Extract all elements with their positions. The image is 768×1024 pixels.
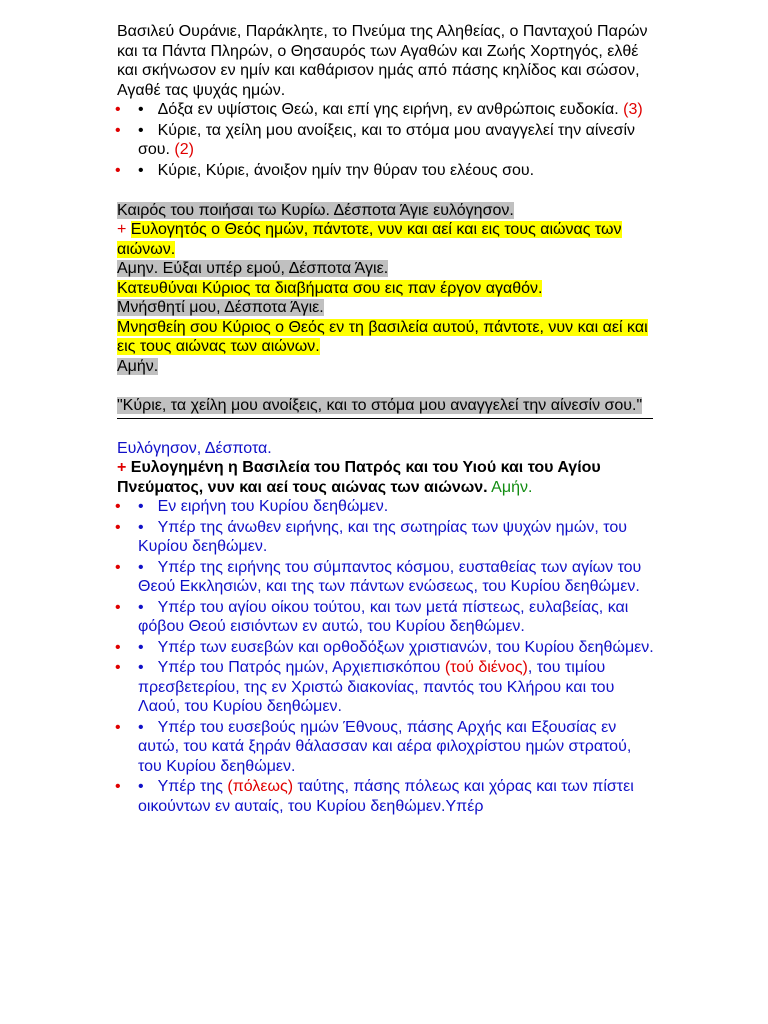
list-item-text: Δόξα εν υψίστοις Θεώ, και επί γης ειρήνη, εν ανθρώποις ευδοκία. — [157, 101, 619, 118]
bullet-icon: • — [115, 101, 121, 118]
repeat-count: (3) — [623, 101, 643, 118]
bullet-icon: • — [115, 161, 121, 179]
list-item-text: Κύριε, τα χείλη μου ανοίξεις, και το στόμα μου αναγγελεί την αίνεσίν σου. — [138, 121, 636, 158]
litany-list — [117, 497, 657, 816]
bullet-icon: • — [138, 121, 144, 139]
bullet-icon: • — [115, 598, 121, 616]
kingdom-line: + Ευλογημένη η Βασιλεία του Πατρός και του Υιού και του Αγίου Πνεύματος, νυν και αεί τους αιώνας των αιώνων. Αμήν. — [117, 459, 601, 496]
litany-item: • • Υπέρ της (πόλεως) ταύτης, πάσης πόλεως και χόρας και των πίστει οικούντων εν αυταίς, του Κυρίου δεηθώμεν.Υπέρ — [115, 778, 634, 815]
dialogue-line: Αμην. Εύξαι υπέρ εμού, Δέσποτα Άγιε. — [117, 260, 389, 277]
litany-item: • • Εν ειρήνη του Κυρίου δεηθώμεν. — [115, 498, 389, 515]
bullet-icon: • — [138, 778, 144, 795]
cross-icon: + — [117, 459, 127, 476]
intro-paragraph: Βασιλεύ Ουράνιε, Παράκλητε, το Πνεύμα της Αληθείας, ο Πανταχού Παρών και τα Πάντα Πληρών, ο Θησαυρός των Αγαθών και Ζωής Χορτηγός, ελθέ και σκήνωσον εν ημίν και καθάρισον ημάς από πάσης κηλίδος και σώσον, Αγαθέ τας ψυχάς ημών. — [117, 23, 648, 99]
document-page — [117, 22, 657, 817]
dialogue-line: Μνησθείη σου Κύριος ο Θεός εν τη βασιλεία αυτού, πάντοτε, νυν και αεί και εις τους αιώνας των αιώνων. — [117, 318, 648, 355]
bullet-icon: • — [138, 518, 144, 536]
litany-item: • • Υπέρ της ειρήνης του σύμπαντος κόσμου, ευσταθείας των αγίων του Θεού Εκκλησιών, και της των πάντων ενώσεως, του Κυρίου δεηθώμεν. — [115, 558, 642, 595]
cross-icon: + — [117, 221, 127, 238]
litany-item: • • Υπέρ του αγίου οίκου τούτου, και των μετά πίστεως, ευλαβείας, και φόβου Θεού εισιόντων εν αυτώ, του Κυρίου δεηθώμεν. — [115, 598, 629, 635]
bullet-icon: • — [138, 498, 144, 515]
bullet-icon: • — [138, 598, 144, 616]
litany-item: • • Υπέρ της άνωθεν ειρήνης, και της σωτηρίας των ψυχών ημών, του Κυρίου δεηθώμεν. — [115, 518, 627, 555]
bullet-icon: • — [138, 101, 144, 118]
bullet-icon: • — [115, 718, 121, 736]
intro-list-item — [117, 121, 657, 160]
intro-list — [117, 100, 657, 180]
bullet-icon: • — [115, 518, 121, 536]
bullet-icon: • — [138, 659, 144, 676]
bullet-icon: • — [115, 558, 121, 576]
litany-item: • • Υπέρ του ευσεβούς ημών Έθνους, πάσης Αρχής και Εξουσίας εν αυτώ, του κατά ξηράν θάλασσαν και αέρα φιλοχρίστου ημών στρατού, του Κυρίου δεηθώμεν. — [115, 718, 632, 775]
quote-line: "Κύριε, τα χείλη μου ανοίξεις, και το στόμα μου αναγγελεί την αίνεσίν σου." — [117, 396, 643, 414]
dialogue-line: + Ευλογητός ο Θεός ημών, πάντοτε, νυν και αεί και εις τους αιώνας των αιώνων. — [117, 221, 622, 258]
dialogue-line: Αμήν. — [117, 357, 159, 375]
bullet-icon: • — [138, 558, 144, 576]
list-item-text: Κύριε, Κύριε, άνοιξον ημίν την θύραν του ελέους σου. — [157, 161, 535, 179]
dialogue-line: Καιρός του ποιήσαι τω Κυρίω. Δέσποτα Άγιε ευλόγησον. — [117, 201, 514, 219]
repeat-count: (2) — [174, 141, 194, 158]
bless-line: Ευλόγησον, Δέσποτα. — [117, 439, 272, 457]
litany-item: • • Υπέρ των ευσεβών και ορθοδόξων χριστιανών, του Κυρίου δεηθώμεν. — [115, 638, 654, 656]
bullet-icon: • — [138, 161, 144, 179]
bullet-icon: • — [115, 638, 121, 656]
bullet-icon: • — [115, 778, 121, 795]
bullet-icon: • — [115, 121, 121, 139]
bullet-icon: • — [138, 718, 144, 736]
litany-item: • • Υπέρ του Πατρός ημών, Αρχιεπισκόπου (τού διένος), του τιμίου πρεσβετερίου, της εν Χριστώ διακονίας, παντός του Κλήρου και του Λαού, του Κυρίου δεηθώμεν. — [115, 659, 615, 715]
dialogue-line: Κατευθύναι Κύριος τα διαβήματα σου εις παν έργον αγαθόν. — [117, 279, 543, 297]
bullet-icon: • — [115, 498, 121, 515]
amen-text: Αμήν. — [491, 478, 533, 496]
bullet-icon: • — [138, 638, 144, 656]
rubric-text: (τού διένος) — [444, 659, 528, 676]
intro-list-item — [117, 161, 657, 181]
rubric-text: (πόλεως) — [227, 778, 294, 795]
intro-list-item — [117, 100, 657, 120]
bullet-icon: • — [115, 659, 121, 676]
dialogue-line: Μνήσθητί μου, Δέσποτα Άγιε. — [117, 299, 324, 316]
